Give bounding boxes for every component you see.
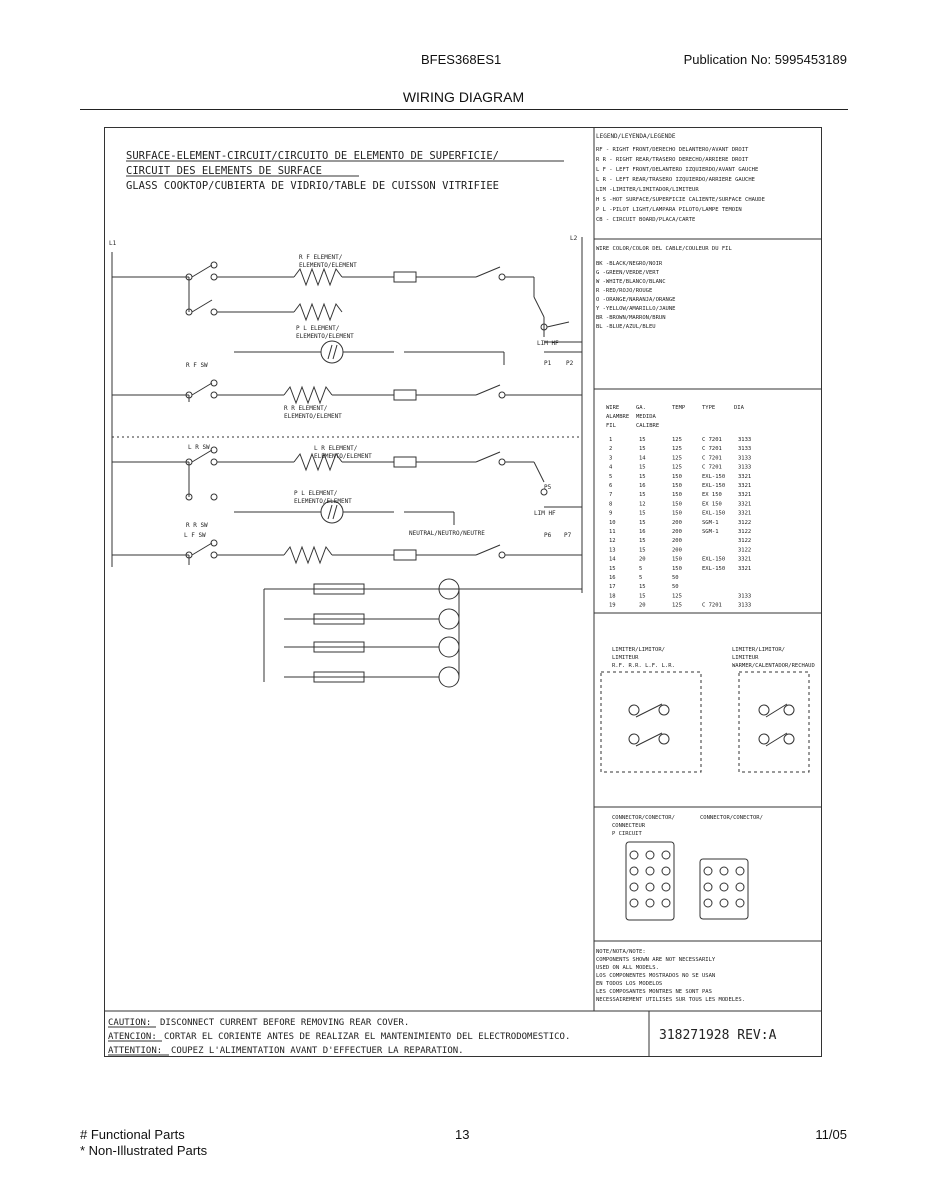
- wire-table-cell: 200: [672, 547, 682, 554]
- diagram-label: FIL: [606, 423, 616, 429]
- diagram-label: R F SW: [186, 362, 208, 369]
- indicator-circle-3: [439, 637, 459, 657]
- diagram-label: ALAMBRE: [606, 414, 630, 420]
- wire-table-cell: 13: [609, 547, 616, 554]
- diagram-label: TEMP: [672, 405, 686, 411]
- wire-table-cell: 20: [639, 556, 646, 563]
- wire-table-cell: 3133: [738, 602, 752, 609]
- wire-table-cell: EXL-150: [702, 483, 726, 489]
- wire-table-cell: 3321: [738, 473, 752, 480]
- wire-table-cell: C 7201: [702, 464, 722, 471]
- wire-table-cell: EX 150: [702, 501, 722, 508]
- wire-table-cell: 16: [639, 529, 646, 535]
- wire-table-cell: 3321: [738, 565, 752, 572]
- wire-table-cell: 15: [639, 464, 646, 471]
- wire-table-cell: 3133: [738, 455, 752, 462]
- diagram-label: LIMITEUR: [612, 655, 639, 661]
- wire-table-cell: 150: [672, 510, 682, 517]
- atencion-text: CORTAR EL CORIENTE ANTES DE REALIZAR EL MANTENIMIENTO DEL ELECTRODOMESTICO.: [164, 1032, 571, 1042]
- wire-table-cell: 15: [639, 584, 646, 591]
- connector-right-pins: [704, 867, 744, 907]
- wire-table-cell: 3122: [738, 547, 752, 554]
- wiring-diagram: [104, 127, 822, 1057]
- diagram-label: L F SW: [184, 532, 206, 539]
- diagram-label: NECESSAIREMENT UTILISES SUR TOUS LES MODELES.: [596, 997, 746, 1003]
- diagram-label: W -WHITE/BLANCO/BLANC: [596, 279, 666, 285]
- diagram-label: LIM HF: [537, 340, 559, 347]
- diagram-label: LIM HF: [534, 510, 556, 517]
- wire-table-cell: 3133: [738, 464, 752, 471]
- wire-table-cell: 12: [639, 501, 646, 508]
- diagram-label: LIMITER/LIMITOR/: [732, 647, 785, 653]
- diagram-label: L2: [570, 235, 578, 242]
- wire-table-cell: 3133: [738, 437, 752, 443]
- wire-table-cell: 3122: [738, 519, 752, 526]
- wire-table-cell: C 7201: [702, 446, 722, 453]
- wire-table-cell: 3321: [738, 501, 752, 508]
- wire-table-cell: 15: [639, 437, 646, 443]
- wire-table-cell: 200: [672, 538, 682, 545]
- wire-table-cell: C 7201: [702, 437, 722, 443]
- diagram-label: LOS COMPONENTES MOSTRADOS NO SE USAN: [596, 973, 716, 979]
- diagram-label: P5: [544, 484, 552, 491]
- diagram-label: R R - RIGHT REAR/TRASERO DERECHO/ARRIERE DROIT: [596, 157, 749, 163]
- diagram-label: R -RED/ROJO/ROUGE: [596, 288, 653, 294]
- diagram-label: TYPE: [702, 405, 716, 411]
- wire-table-cell: 17: [609, 584, 616, 591]
- diagram-label: GA.: [636, 405, 646, 411]
- diagram-label: R.F. R.R. L.F. L.R.: [612, 663, 675, 669]
- wire-table-cell: 50: [672, 575, 679, 581]
- publication-date: 11/05: [815, 1127, 847, 1142]
- wire-table-cell: C 7201: [702, 602, 722, 609]
- wire-table-cell: 5: [639, 565, 643, 572]
- pilot-light-1: [321, 341, 343, 363]
- legend-title: LEGEND/LEYENDA/LEGENDE: [596, 133, 676, 140]
- wire-table-cell: 150: [672, 483, 682, 489]
- limiter-right-box: [739, 672, 809, 772]
- wire-table-cell: 10: [609, 519, 616, 526]
- wire-table-cell: 15: [639, 538, 646, 545]
- wire-table-cell: 3122: [738, 529, 752, 535]
- diagram-label: O -ORANGE/NARANJA/ORANGE: [596, 297, 676, 303]
- wire-table-cell: 15: [639, 593, 646, 600]
- page-title: WIRING DIAGRAM: [402, 89, 525, 105]
- wire-table-cell: 11: [609, 529, 616, 535]
- wire-table-cell: 3: [609, 455, 613, 462]
- wire-table-cell: 1: [609, 437, 613, 443]
- diagram-label: WIRE: [606, 405, 620, 411]
- attention-label: ATTENTION:: [108, 1046, 163, 1056]
- diagram-label: RF - RIGHT FRONT/DERECHO DELANTERO/AVANT DROIT: [596, 147, 749, 153]
- diagram-label: P L ELEMENT/: [296, 325, 340, 332]
- diagram-label: ELEMENTO/ELEMENT: [299, 262, 357, 269]
- wire-table-cell: 7: [609, 492, 613, 499]
- circuit-title-line-1: SURFACE-ELEMENT-CIRCUIT/CIRCUITO DE ELEMENTO DE SUPERFICIE/: [126, 150, 499, 162]
- diagram-label: R R ELEMENT/: [284, 405, 328, 412]
- indicator-circle-4: [439, 667, 459, 687]
- diagram-label: L R ELEMENT/: [314, 445, 358, 452]
- wire-table-cell: 150: [672, 565, 682, 572]
- wire-table-cell: 200: [672, 529, 682, 535]
- wire-table-cell: EXL-150: [702, 510, 726, 517]
- wire-table-cell: 16: [609, 575, 616, 581]
- diagram-label: H S -HOT SURFACE/SUPERFICIE CALIENTE/SURFACE CHAUDE: [596, 197, 765, 203]
- diagram-label: DIA: [734, 405, 744, 411]
- diagram-label: BL -BLUE/AZUL/BLEU: [596, 324, 656, 330]
- attention-text: COUPEZ L'ALIMENTATION AVANT D'EFFECTUER LA REPARATION.: [171, 1046, 464, 1056]
- wire-table-cell: SGM-1: [702, 529, 719, 535]
- wire-table-cell: 15: [639, 446, 646, 453]
- diagram-label: CB - CIRCUIT BOARD/PLACA/CARTE: [596, 217, 696, 223]
- diagram-label: P6: [544, 532, 552, 539]
- wire-table-cell: 3321: [738, 510, 752, 517]
- diagram-label: WARMER/CALENTADOR/RECHAUD: [732, 663, 815, 669]
- wire-table-cell: 125: [672, 593, 682, 600]
- diagram-label: L1: [109, 240, 117, 247]
- wire-table-cell: EX 150: [702, 492, 722, 499]
- part-number: 318271928 REV:A: [659, 1028, 777, 1043]
- diagram-label: LIMITEUR: [732, 655, 759, 661]
- diagram-label: CONNECTOR/CONECTOR/: [612, 815, 675, 821]
- wire-table-cell: 3321: [738, 556, 752, 563]
- connector-left: [626, 842, 674, 920]
- diagram-label: USED ON ALL MODELS.: [596, 965, 659, 971]
- connector-right: [700, 859, 748, 919]
- diagram-label: COMPONENTS SHOWN ARE NOT NECESSARILY: [596, 957, 716, 963]
- diagram-label: CALIBRE: [636, 423, 660, 429]
- wire-table-cell: 3321: [738, 483, 752, 489]
- diagram-label: EN TODOS LOS MODELOS: [596, 981, 663, 987]
- wire-color-title: WIRE COLOR/COLOR DEL CABLE/COULEUR DU FIL: [596, 246, 732, 252]
- circuit-title-line-2: CIRCUIT DES ELEMENTS DE SURFACE: [126, 165, 322, 177]
- wire-table-cell: 5: [639, 575, 643, 581]
- wire-table-cell: 16: [639, 483, 646, 489]
- page-number: 13: [455, 1127, 470, 1142]
- diagram-label: NEUTRAL/NEUTRO/NEUTRE: [409, 530, 485, 537]
- publication-number: Publication No: 5995453189: [683, 52, 847, 67]
- wire-table-cell: EXL-150: [702, 473, 726, 480]
- lf-element-resistor: [284, 547, 332, 563]
- diagram-label: ELEMENTO/ELEMENT: [296, 333, 354, 340]
- diagram-label: R R SW: [186, 522, 208, 529]
- diagram-label: LES COMPOSANTES MONTRES NE SONT PAS: [596, 989, 712, 995]
- rf-element-resistor: [294, 269, 342, 285]
- diagram-label: P L -PILOT LIGHT/LAMPARA PILOTO/LAMPE TEMOIN: [596, 207, 742, 213]
- diagram-label: BK -BLACK/NEGRO/NOIR: [596, 261, 663, 267]
- wire-table-cell: 3133: [738, 593, 752, 600]
- non-illustrated-parts-note: * Non-Illustrated Parts: [80, 1143, 208, 1158]
- diagram-label: ELEMENTO/ELEMENT: [314, 453, 372, 460]
- caution-label: CAUTION:: [108, 1018, 152, 1028]
- wire-table-cell: EXL-150: [702, 565, 726, 572]
- diagram-label: MEDIDA: [636, 414, 656, 420]
- wire-table-rows: [609, 437, 751, 609]
- wire-table-cell: 15: [609, 565, 616, 572]
- wire-table-cell: SGM-1: [702, 519, 719, 526]
- wire-table-cell: 125: [672, 602, 682, 609]
- atencion-label: ATENCION:: [108, 1032, 157, 1042]
- wire-table-cell: 14: [639, 455, 646, 462]
- wire-table-cell: 8: [609, 501, 613, 508]
- diagram-label: P1: [544, 360, 552, 367]
- wire-table-cell: 150: [672, 492, 682, 499]
- wire-table-cell: 3321: [738, 492, 752, 499]
- diagram-label: L R - LEFT REAR/TRASERO IZQUIERDO/ARRIERE GAUCHE: [596, 177, 755, 183]
- circuit-title-line-3: GLASS COOKTOP/CUBIERTA DE VIDRIO/TABLE DE CUISSON VITRIFIEE: [126, 180, 499, 192]
- wire-table-cell: 125: [672, 437, 682, 443]
- diagram-label: LIMITER/LIMITOR/: [612, 647, 665, 653]
- diagram-label: BR -BROWN/MARRON/BRUN: [596, 315, 666, 321]
- wire-table-cell: 200: [672, 519, 682, 526]
- wire-table-cell: 125: [672, 455, 682, 462]
- wire-table-cell: 4: [609, 464, 613, 471]
- model-number: BFES368ES1: [421, 52, 502, 67]
- diagram-label: Y -YELLOW/AMARILLO/JAUNE: [596, 306, 676, 312]
- wire-table-cell: 9: [609, 510, 613, 517]
- diagram-label: P2: [566, 360, 574, 367]
- diagram-label: CONNECTOR/CONECTOR/: [700, 815, 763, 821]
- wire-table-cell: 150: [672, 473, 682, 480]
- indicator-circle-2: [439, 609, 459, 629]
- diagram-label: L R SW: [188, 444, 210, 451]
- wire-table-cell: 18: [609, 593, 616, 600]
- wire-table-cell: 3133: [738, 446, 752, 453]
- wire-table-cell: 2: [609, 446, 613, 453]
- diagram-label: P L ELEMENT/: [294, 490, 338, 497]
- caution-text: DISCONNECT CURRENT BEFORE REMOVING REAR COVER.: [160, 1018, 410, 1028]
- wire-table-cell: 125: [672, 446, 682, 453]
- connector-left-pins: [630, 851, 670, 907]
- wire-table-cell: 125: [672, 464, 682, 471]
- header-divider: [80, 109, 848, 110]
- diagram-label: P7: [564, 532, 572, 539]
- diagram-label: P CIRCUIT: [612, 831, 642, 837]
- limiter-left-box: [601, 672, 701, 772]
- diagram-label: G -GREEN/VERDE/VERT: [596, 270, 659, 276]
- wire-table-cell: 19: [609, 602, 616, 609]
- wire-table-cell: 6: [609, 483, 613, 489]
- diagram-label: R F ELEMENT/: [299, 254, 343, 261]
- diagram-label: ELEMENTO/ELEMENT: [294, 498, 352, 505]
- wire-table-cell: 15: [639, 519, 646, 526]
- diagram-label: L F - LEFT FRONT/DELANTERO IZQUIERDO/AVANT GAUCHE: [596, 167, 759, 173]
- wire-table-cell: 12: [609, 538, 616, 545]
- diagram-label: LIM -LIMITER/LIMITADOR/LIMITEUR: [596, 187, 699, 193]
- wire-table-cell: 14: [609, 556, 616, 563]
- wire-table-cell: C 7201: [702, 455, 722, 462]
- diagram-label: CONNECTEUR: [612, 823, 646, 829]
- wire-table-cell: 15: [639, 547, 646, 554]
- wire-table-cell: 150: [672, 556, 682, 563]
- wire-table-cell: 150: [672, 501, 682, 508]
- wire-table-cell: 15: [639, 492, 646, 499]
- wire-table-cell: 5: [609, 473, 613, 480]
- diagram-label: NOTE/NOTA/NOTE:: [596, 949, 646, 955]
- wire-table-cell: EXL-150: [702, 556, 726, 563]
- functional-parts-note: # Functional Parts: [80, 1127, 185, 1142]
- diagram-label: ELEMENTO/ELEMENT: [284, 413, 342, 420]
- rr-element-resistor: [284, 387, 332, 403]
- wire-table-cell: 15: [639, 473, 646, 480]
- wire-table-cell: 15: [639, 510, 646, 517]
- wire-table-cell: 20: [639, 602, 646, 609]
- wire-table-cell: 50: [672, 584, 679, 591]
- wire-table-cell: 3122: [738, 538, 752, 545]
